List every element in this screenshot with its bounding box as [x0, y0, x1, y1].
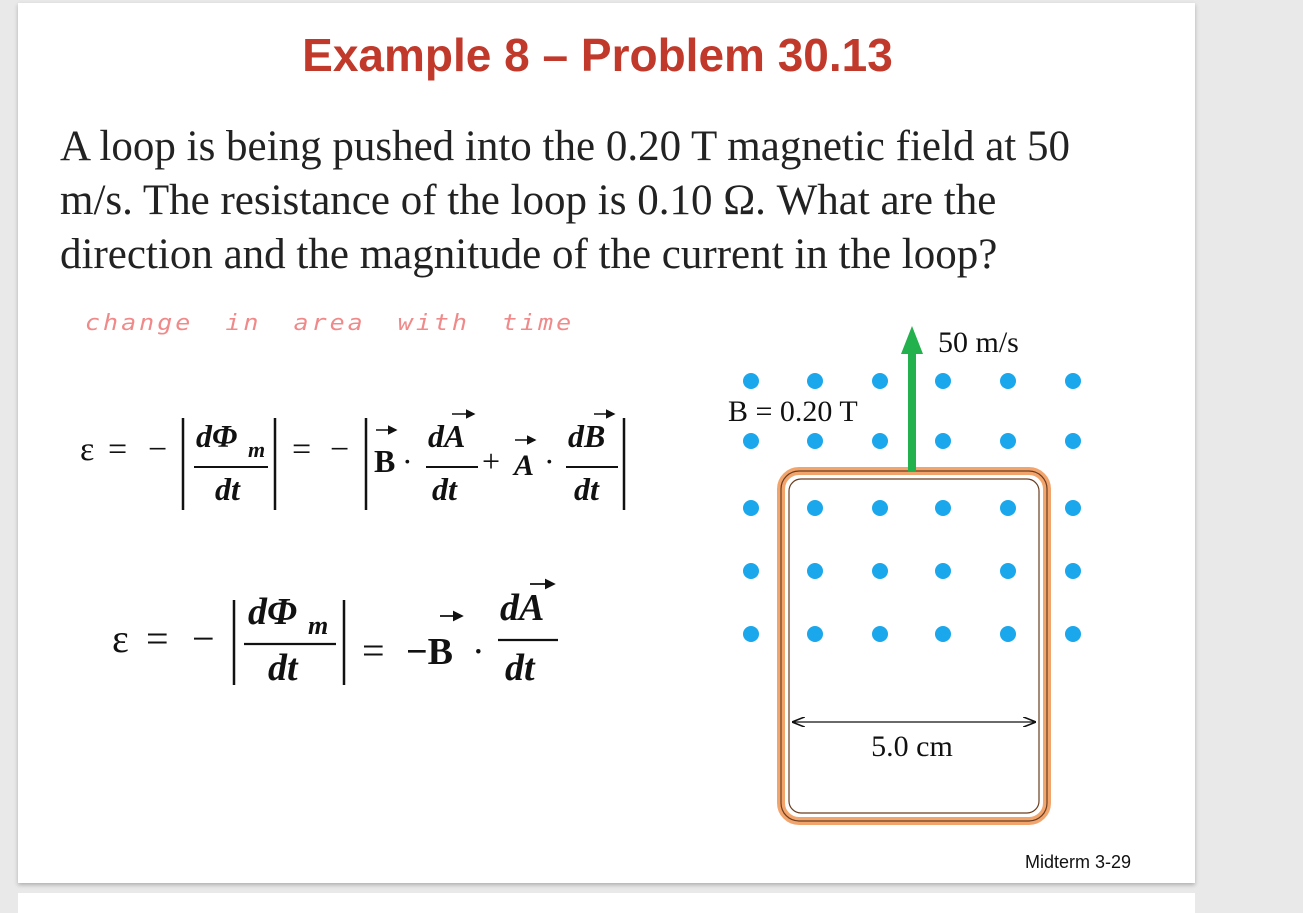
field-dot	[935, 626, 951, 642]
width-label: 5.0 cm	[871, 730, 953, 763]
slide-footer: Midterm 3-29	[1025, 852, 1132, 872]
conducting-loop	[781, 471, 1047, 821]
eq2-dot: ·	[472, 631, 485, 673]
field-dot	[743, 433, 759, 449]
field-dot	[935, 500, 951, 516]
eq2-minus: −	[192, 616, 215, 661]
field-dot	[807, 563, 823, 579]
field-dot	[743, 626, 759, 642]
field-dot	[807, 500, 823, 516]
field-dot	[1065, 626, 1081, 642]
field-dot	[1000, 433, 1016, 449]
eq1-dphi: dΦ	[196, 418, 238, 454]
eq1-A: A	[514, 449, 535, 482]
eq1-sub-m: m	[248, 437, 266, 462]
eq2-minus-B: −B	[406, 631, 453, 673]
field-dot	[1065, 500, 1081, 516]
eq2-equals: =	[146, 616, 169, 661]
field-dot	[1000, 626, 1016, 642]
field-dot	[743, 373, 759, 389]
field-dot	[872, 626, 888, 642]
eq1-dB: dB	[568, 418, 606, 454]
eq1-dt-1: dt	[215, 471, 240, 507]
field-dot	[807, 373, 823, 389]
field-dot	[1065, 563, 1081, 579]
field-dot	[1000, 373, 1016, 389]
velocity-arrow-icon	[901, 326, 923, 354]
field-dot	[872, 373, 888, 389]
field-dot	[1065, 433, 1081, 449]
eq1-plus: +	[482, 443, 501, 479]
handwritten-note: change in area with time	[85, 309, 575, 336]
eq1-equals-2: =	[292, 431, 312, 468]
eq2-dphi: dΦ	[248, 591, 297, 633]
field-dot	[872, 500, 888, 516]
field-dot	[935, 433, 951, 449]
velocity-label: 50 m/s	[938, 326, 1019, 359]
field-dot	[935, 563, 951, 579]
field-dot	[1000, 563, 1016, 579]
problem-text: A loop is being pushed into the 0.20 T magnetic field at 50 m/s. The resistance of the loop is 0.10 Ω. What are the direction and the magnitude of the current in the loop?	[60, 123, 1070, 278]
field-dot	[872, 563, 888, 579]
eq2-dA: dA	[500, 587, 545, 629]
field-dot	[743, 500, 759, 516]
eq1-B: B	[374, 443, 396, 479]
field-dot	[807, 433, 823, 449]
field-dot	[1000, 500, 1016, 516]
eq2-dt-1: dt	[268, 647, 298, 689]
field-dot	[1065, 373, 1081, 389]
field-dot	[743, 563, 759, 579]
eq1-dA: dA	[428, 418, 466, 454]
eq1-dot-1: ·	[402, 443, 413, 479]
eq1-dot-2: ·	[544, 443, 555, 479]
eq2-dt-2: dt	[505, 647, 535, 689]
eq1-dt-3: dt	[574, 471, 599, 507]
loop-outline-outer	[781, 471, 1047, 821]
velocity-arrow-shaft	[908, 352, 916, 472]
eq1-dt-2: dt	[432, 471, 457, 507]
eq2-sub-m: m	[308, 611, 329, 640]
eq1-equals: =	[108, 431, 128, 468]
eq1-minus-2: −	[330, 431, 350, 468]
eq1-minus: −	[148, 431, 168, 468]
eq1-emf: ε	[80, 431, 95, 468]
eq2-equals-2: =	[362, 628, 385, 673]
eq2-emf: ε	[112, 616, 129, 661]
slide-title: Example 8 – Problem 30.13	[302, 29, 893, 81]
field-label: B = 0.20 T	[728, 395, 858, 428]
field-dot	[935, 373, 951, 389]
field-dot	[807, 626, 823, 642]
field-dot	[872, 433, 888, 449]
